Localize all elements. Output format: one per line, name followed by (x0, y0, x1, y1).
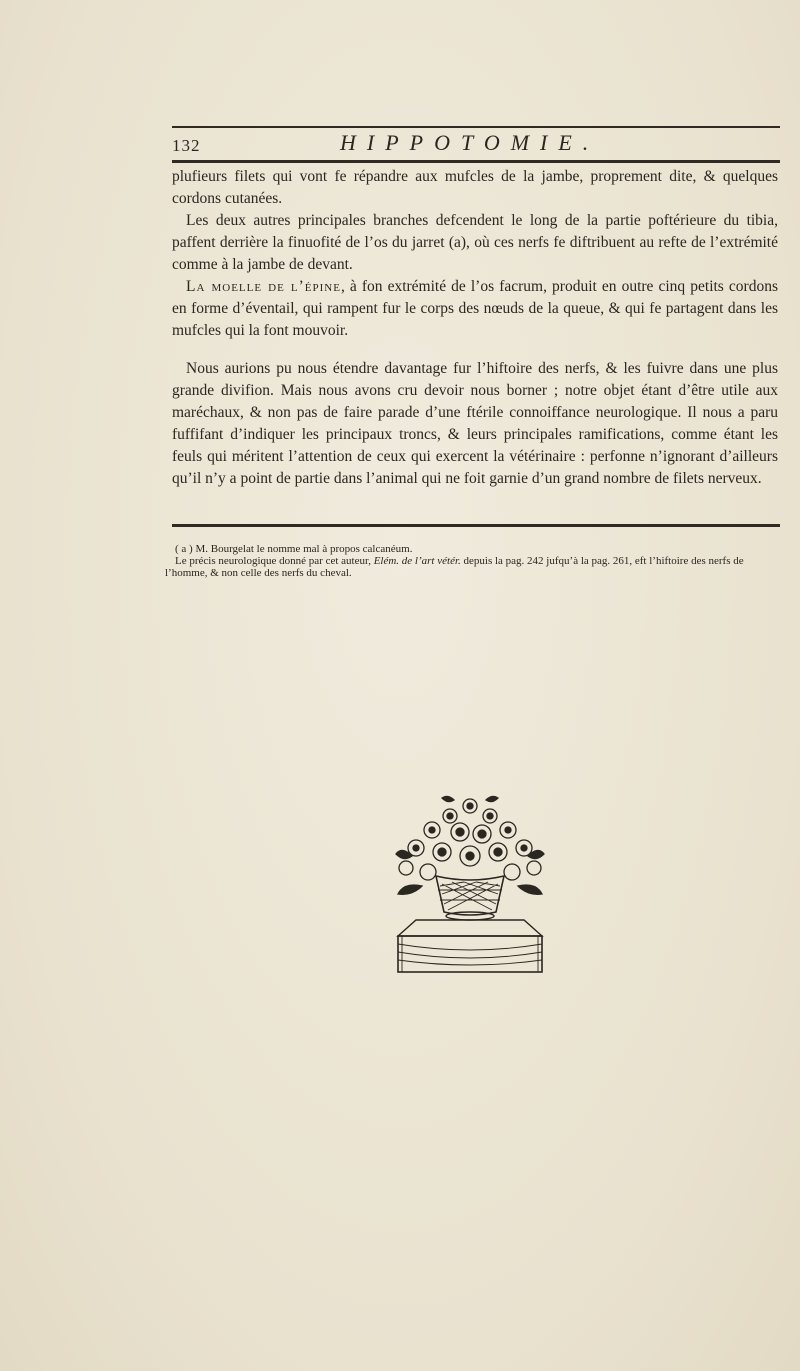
footnote-2-start: Le précis neurologique donné par cet auteur, (175, 555, 374, 567)
flower-basket-vignette-icon (392, 794, 548, 978)
paragraph-1: plufieurs filets qui vont fe répandre aux mufcles de la jambe, proprement dite, & quelques cordons cutanées. (172, 168, 778, 207)
text-bottom-rule (172, 524, 780, 527)
paragraph-2: Les deux autres principales branches defcendent le long de la partie poftérieure du tibia, paffent derrière la finuofité de l’os du jarret (a), où ces nerfs fe diftribuent au refte de l’extrémité comme à la jambe de devant. (172, 212, 778, 273)
footnote-a: ( a ) M. Bourgelat le nomme mal à propos calcanéum. (175, 543, 413, 555)
main-text (172, 166, 778, 490)
footnote-2-title: Elém. de l’art vétér. (373, 555, 461, 567)
paragraph-3-lead: La moelle de l’épine (186, 278, 341, 295)
header-bottom-rule (172, 160, 780, 163)
footnote-2 (165, 555, 785, 579)
running-head: HIPPOTOMIE. (340, 130, 600, 155)
footnotes (165, 543, 785, 579)
paragraph-3-text: , à fon extrémité de l’os facrum, produit en outre cinq petits cordons en forme d’éventail, qui rampent fur le corps des nœuds de la queue, & qui fe partagent dans les mufcles qui la font mouvoir. (172, 278, 778, 339)
footnote-2-end: depuis la pag. 242 jufqu’à la pag. 261, eft l’hiftoire des nerfs de l’homme, & non celle des nerfs du cheval. (165, 555, 744, 579)
page-number: 132 (172, 136, 201, 155)
paragraph-4: Nous aurions pu nous étendre davantage fur l’hiftoire des nerfs, & les fuivre dans une plus grande divifion. Mais nous avons cru devoir nous borner ; notre objet étant d’être utile aux maréchaux, & non pas de faire parade d’une ftérile connoiffance neurologique. Il nous a paru fuffifant d’indiquer les principaux troncs, & leurs principales ramifications, comme étant les feuls qui méritent l’attention de ceux qui exercent la vétérinaire : perfonne n’ignorant d’ailleurs qu’il n’y a point de partie dans l’animal qui ne foit garnie d’un grand nombre de filets nerveux. (172, 360, 778, 487)
paragraph-3 (172, 276, 778, 342)
header-top-rule (172, 126, 780, 128)
